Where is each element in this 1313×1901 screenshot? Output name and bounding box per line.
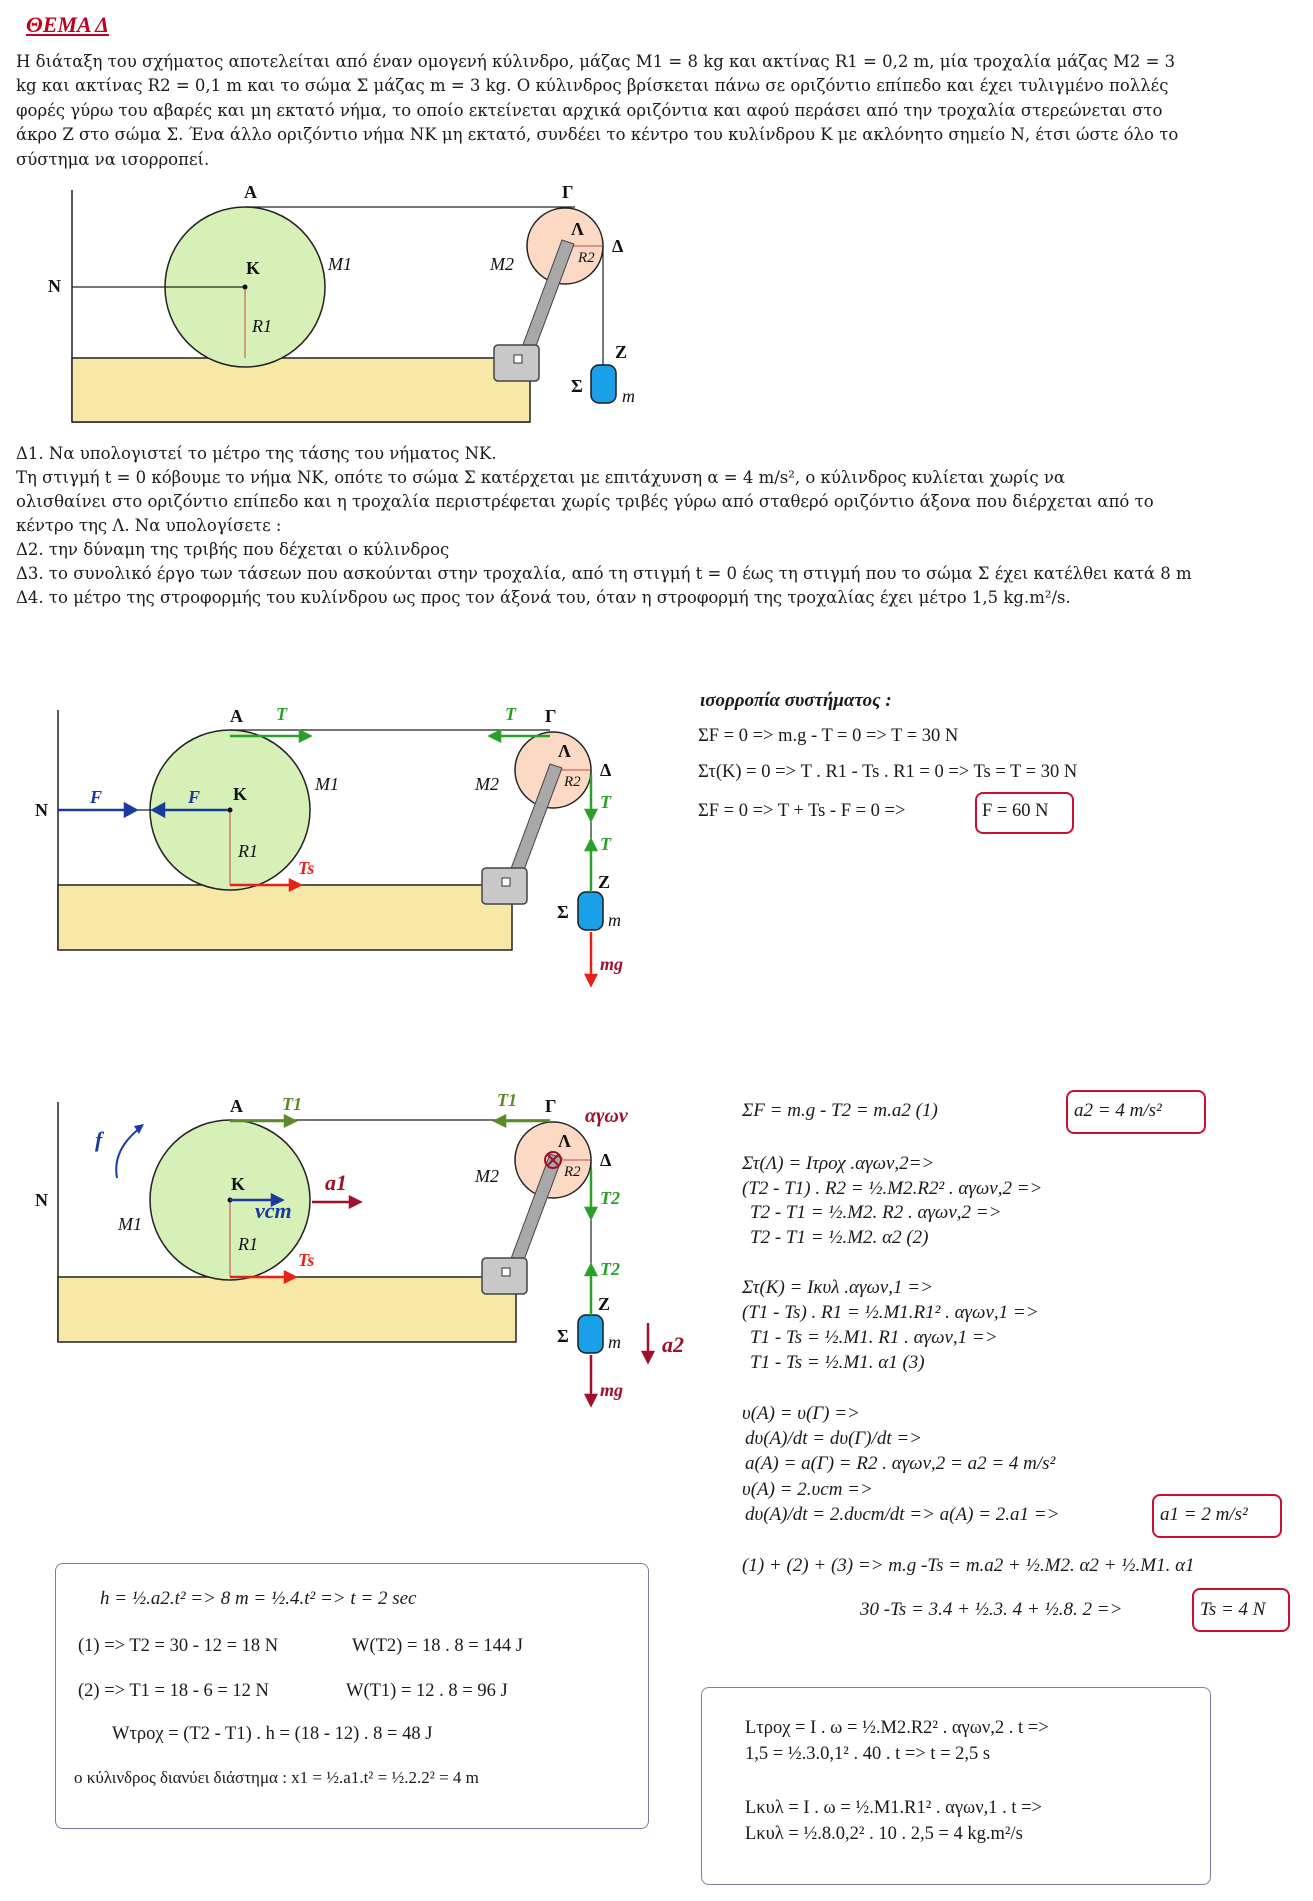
label-Z: Ζ: [598, 1294, 611, 1314]
label-G: Γ: [545, 706, 557, 726]
work-l4: Wτροχ = (T2 - T1) . h = (18 - 12) . 8 = 48 J: [112, 1724, 433, 1744]
label-f: f: [95, 1127, 103, 1152]
equilibrium-result: F = 60 N: [982, 801, 1049, 821]
label-G: Γ: [562, 182, 574, 202]
label-T-up: T: [600, 834, 611, 854]
diagram-dynamics: [0, 1090, 700, 1420]
dyn-l16: 30 -Ts = 3.4 + ½.3. 4 + ½.8. 2 =>: [860, 1599, 1123, 1620]
dyn-a2-box: a2 = 4 m/s²: [1074, 1100, 1162, 1121]
label-T2-up: T2: [600, 1259, 620, 1279]
dyn-l9: T1 - Ts = ½.M1. α1 (3): [750, 1352, 925, 1373]
label-A: Α: [244, 182, 257, 202]
angmom-l4: Lκυλ = ½.8.0,2² . 10 . 2,5 = 4 kg.m²/s: [745, 1824, 1023, 1844]
work-l1: h = ½.a2.t² => 8 m = ½.4.t² => t = 2 sec: [100, 1588, 417, 1609]
dyn-l15: (1) + (2) + (3) => m.g -Ts = m.a2 + ½.M2. α2 + ½.M1. α1: [742, 1555, 1195, 1576]
label-Z: Ζ: [615, 342, 628, 362]
dyn-a1-box: a1 = 2 m/s²: [1160, 1504, 1248, 1525]
label-M2: Μ2: [475, 1166, 499, 1186]
dyn-l4: T2 - T1 = ½.M2. R2 . αγων,2 =>: [750, 1202, 1002, 1223]
dyn-ts-box: Ts = 4 N: [1200, 1599, 1266, 1620]
label-T-left: T: [276, 704, 287, 724]
label-m: m: [608, 1332, 621, 1352]
question-context-1: Τη στιγμή t = 0 κόβουμε το νήμα ΝΚ, οπότε το σώμα Σ κατέρχεται με επιτάχυνση α = 4 m/s², ο κύλινδρος κυλίεται χωρίς να: [16, 468, 1065, 487]
diagram-setup: [0, 180, 700, 440]
angmom-l3: Lκυλ = Ι . ω = ½.M1.R1² . αγων,1 . t =>: [745, 1798, 1042, 1818]
label-K: Κ: [246, 258, 261, 278]
label-a1: a1: [325, 1170, 347, 1195]
label-K: Κ: [233, 784, 248, 804]
dyn-l1: ΣF = m.g - T2 = m.a2 (1): [742, 1100, 938, 1121]
equilibrium-eq2: Στ(Κ) = 0 => T . R1 - Ts . R1 = 0 => Ts = T = 30 N: [698, 762, 1078, 782]
label-Ts: Ts: [298, 858, 315, 878]
work-l5: ο κύλινδρος διανύει διάστημα : x1 = ½.a1.t² = ½.2.2² = 4 m: [74, 1768, 479, 1787]
dyn-l3: (T2 - T1) . R2 = ½.M2.R2² . αγων,2 =>: [742, 1178, 1043, 1199]
label-A: Α: [230, 1096, 243, 1116]
label-R2: R2: [564, 1164, 581, 1180]
label-R1: R1: [252, 316, 272, 336]
diagram-equilibrium: [0, 700, 700, 990]
label-m: m: [608, 910, 621, 930]
label-S: Σ: [557, 902, 569, 922]
label-T-down: T: [600, 792, 611, 812]
angmom-l1: Lτροχ = Ι . ω = ½.M2.R2² . αγων,2 . t =>: [745, 1718, 1049, 1738]
dyn-l14: dυ(Α)/dt = 2.dυcm/dt => a(Α) = 2.a1 =>: [745, 1504, 1060, 1525]
question-context-2: ολισθαίνει στο οριζόντιο επίπεδο και η τροχαλία περιστρέφεται χωρίς τριβές γύρω από σταθερό οριζόντιο άξονα που διέρχεται από το: [16, 492, 1154, 511]
work-l2b: W(T2) = 18 . 8 = 144 J: [352, 1636, 523, 1656]
dyn-l5: T2 - T1 = ½.M2. α2 (2): [750, 1227, 929, 1248]
question-d3: Δ3. το συνολικό έργο των τάσεων που ασκούνται στην τροχαλία, από τη στιγμή t = 0 έως τη στιγμή που το σώμα Σ έχει κατέλθει κατά 8 m: [16, 564, 1192, 583]
label-S: Σ: [557, 1326, 569, 1346]
label-A: Α: [230, 706, 243, 726]
label-N: Ν: [35, 800, 48, 820]
label-D: Δ: [612, 236, 624, 256]
dyn-l8: T1 - Ts = ½.M1. R1 . αγων,1 =>: [750, 1327, 998, 1348]
equilibrium-eq3: ΣF = 0 => T + Ts - F = 0 =>: [698, 801, 906, 821]
dyn-l13: υ(Α) = 2.υcm =>: [742, 1479, 873, 1500]
label-D: Δ: [600, 760, 612, 780]
label-m: m: [622, 386, 635, 406]
ground: [72, 358, 530, 422]
angmom-l2: 1,5 = ½.3.0,1² . 40 . t => t = 2,5 s: [745, 1744, 991, 1764]
label-L: Λ: [558, 1131, 571, 1151]
mass-sigma: [591, 365, 616, 403]
label-R1: R1: [238, 841, 258, 861]
label-K: Κ: [231, 1174, 246, 1194]
dyn-l12: a(Α) = a(Γ) = R2 . αγων,2 = a2 = 4 m/s²: [745, 1453, 1056, 1474]
label-mg: mg: [600, 954, 624, 974]
dyn-l2: Στ(Λ) = Ιτροχ .αγων,2=>: [742, 1153, 935, 1174]
label-G: Γ: [545, 1096, 557, 1116]
page-title: ΘΕΜΑ Δ: [26, 12, 109, 37]
label-M1: Μ1: [328, 254, 352, 274]
label-R2: R2: [578, 250, 595, 266]
work-l3a: (2) => T1 = 18 - 6 = 12 N: [78, 1681, 269, 1701]
angmom-panel: [701, 1687, 1211, 1885]
label-T1-left: T1: [282, 1094, 302, 1114]
label-T2-down: T2: [600, 1188, 620, 1208]
label-M1: Μ1: [118, 1214, 142, 1234]
label-T1-right: T1: [497, 1090, 517, 1110]
label-Z: Ζ: [598, 872, 611, 892]
question-d1: Δ1. Να υπολογιστεί το μέτρο της τάσης του νήματος ΝΚ.: [16, 444, 497, 463]
label-N: Ν: [48, 276, 61, 296]
label-M2: Μ2: [490, 254, 514, 274]
label-agon: αγων: [585, 1105, 628, 1127]
label-a2: a2: [662, 1332, 684, 1357]
label-L: Λ: [558, 741, 571, 761]
label-T-right: T: [505, 704, 516, 724]
work-l3b: W(T1) = 12 . 8 = 96 J: [346, 1681, 508, 1701]
label-F-inner: F: [188, 787, 201, 807]
label-Ts: Ts: [298, 1250, 315, 1270]
dyn-l11: dυ(Α)/dt = dυ(Γ)/dt =>: [745, 1428, 922, 1449]
dyn-l7: (T1 - Ts) . R1 = ½.M1.R1² . αγων,1 =>: [742, 1302, 1039, 1323]
label-R1: R1: [238, 1234, 258, 1254]
label-M1: Μ1: [315, 774, 339, 794]
label-D: Δ: [600, 1150, 612, 1170]
label-R2: R2: [564, 774, 581, 790]
label-S: Σ: [571, 376, 583, 396]
label-N: Ν: [35, 1190, 48, 1210]
label-M2: Μ2: [475, 774, 499, 794]
question-d2: Δ2. την δύναμη της τριβής που δέχεται ο κύλινδρος: [16, 540, 450, 559]
label-L: Λ: [571, 219, 584, 239]
label-mg: mg: [600, 1380, 624, 1400]
equilibrium-eq1: ΣF = 0 => m.g - T = 0 => T = 30 N: [698, 726, 959, 746]
label-F-outer: F: [90, 787, 103, 807]
dyn-l6: Στ(Κ) = Ικυλ .αγων,1 =>: [742, 1277, 933, 1298]
equilibrium-heading: ισορροπία συστήματος :: [700, 690, 892, 711]
label-vcm: vcm: [255, 1198, 292, 1223]
problem-intro: Η διάταξη του σχήματος αποτελείται από έναν ομογενή κύλινδρο, μάζας Μ1 = 8 kg και ακτίνας R1 = 0,2 m, μία τροχαλία μάζας Μ2 = 3 kg και ακτίνας R2 = 0,1 m και το σώμα Σ μάζας m = 3 kg. Ο κύλινδρος βρίσκεται πάνω σε οριζόντιο επίπεδο και έχει τυλιγμένο πολλές φορές γύρω του αβαρές και μη εκτατό νήμα, το οποίο εκτείνεται αρχικά οριζόντια και αφού περάσει από την τροχαλία στερεώνεται στο άκρο Ζ στο σώμα Σ. Ένα άλλο οριζόντιο νήμα ΝΚ μη εκτατό, συνδέει το κέντρο του κυλίνδρου Κ με ακλόνητο σημείο Ν, έτσι ώστε όλο το σύστημα να ισορροπεί.: [16, 52, 1179, 169]
work-l2a: (1) => T2 = 30 - 12 = 18 N: [78, 1636, 279, 1656]
dyn-l10: υ(Α) = υ(Γ) =>: [742, 1403, 860, 1424]
question-context-3: κέντρο της Λ. Να υπολογίσετε :: [16, 516, 282, 535]
question-d4: Δ4. το μέτρο της στροφορμής του κυλίνδρου ως προς τον άξονά του, όταν η στροφορμή της τροχαλίας έχει μέτρο 1,5 kg.m²/s.: [16, 588, 1071, 607]
